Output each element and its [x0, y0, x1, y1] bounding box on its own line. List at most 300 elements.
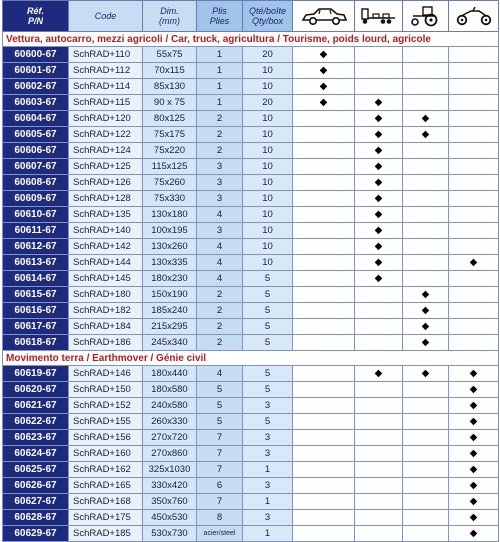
application-car-cell — [293, 255, 355, 271]
applicable-marker: ◆ — [421, 289, 430, 300]
ref-cell: 60606-67 — [3, 143, 69, 159]
application-car-cell — [293, 239, 355, 255]
application-atv-cell — [449, 143, 499, 159]
application-truck-cell — [355, 319, 403, 335]
header-truck — [355, 1, 403, 32]
application-truck-cell — [355, 494, 403, 510]
application-tractor-cell — [403, 111, 449, 127]
code-cell: SchRAD+168 — [69, 494, 143, 510]
application-truck-cell — [355, 239, 403, 255]
application-atv-cell — [449, 287, 499, 303]
ref-cell: 60625-67 — [3, 462, 69, 478]
application-truck-cell — [355, 159, 403, 175]
quantity-cell: 20 — [243, 47, 293, 63]
plies-cell: 4 — [197, 366, 243, 382]
application-truck-cell — [355, 287, 403, 303]
table-row — [3, 478, 499, 494]
table-row — [3, 510, 499, 526]
application-tractor-cell — [403, 63, 449, 79]
plies-cell: 2 — [197, 303, 243, 319]
applicable-marker: ◆ — [469, 512, 478, 523]
application-tractor-cell — [403, 191, 449, 207]
quantity-cell: 3 — [243, 510, 293, 526]
dimension-cell: 90 x 75 — [143, 95, 197, 111]
applicable-marker: ◆ — [374, 161, 383, 172]
application-car-cell — [293, 191, 355, 207]
quantity-cell: 3 — [243, 430, 293, 446]
application-tractor-cell — [403, 127, 449, 143]
application-truck-cell — [355, 111, 403, 127]
plies-cell: 7 — [197, 430, 243, 446]
header-qty — [243, 1, 293, 32]
quantity-cell: 10 — [243, 223, 293, 239]
application-tractor-cell — [403, 303, 449, 319]
dimension-cell: 85x130 — [143, 79, 197, 95]
ref-cell: 60617-67 — [3, 319, 69, 335]
application-truck-cell — [355, 191, 403, 207]
quantity-cell: 5 — [243, 303, 293, 319]
ref-cell: 60613-67 — [3, 255, 69, 271]
application-tractor-cell — [403, 382, 449, 398]
dimension-cell: 180x230 — [143, 271, 197, 287]
code-cell: SchRAD+182 — [69, 303, 143, 319]
application-atv-cell — [449, 175, 499, 191]
truck-icon — [359, 6, 399, 26]
applicable-marker: ◆ — [421, 113, 430, 124]
applicable-marker: ◆ — [374, 241, 383, 252]
plies-cell: 7 — [197, 462, 243, 478]
plies-cell: 2 — [197, 319, 243, 335]
ref-cell: 60621-67 — [3, 398, 69, 414]
code-cell: SchRAD+186 — [69, 335, 143, 351]
quantity-cell: 5 — [243, 319, 293, 335]
plies-cell: 4 — [197, 271, 243, 287]
table-row — [3, 271, 499, 287]
dimension-cell: 185x240 — [143, 303, 197, 319]
application-truck-cell — [355, 63, 403, 79]
application-tractor-cell — [403, 319, 449, 335]
application-atv-cell — [449, 398, 499, 414]
code-cell: SchRAD+112 — [69, 63, 143, 79]
patch-catalog-table — [2, 0, 499, 542]
application-truck-cell — [355, 414, 403, 430]
quantity-cell: 10 — [243, 239, 293, 255]
quantity-cell: 10 — [243, 207, 293, 223]
application-car-cell — [293, 95, 355, 111]
dimension-cell: 180x440 — [143, 366, 197, 382]
application-atv-cell — [449, 446, 499, 462]
ref-cell: 60611-67 — [3, 223, 69, 239]
code-cell: SchRAD+152 — [69, 398, 143, 414]
ref-cell: 60620-67 — [3, 382, 69, 398]
dimension-cell: 55x75 — [143, 47, 197, 63]
application-atv-cell — [449, 191, 499, 207]
ref-cell: 60602-67 — [3, 79, 69, 95]
table-row — [3, 287, 499, 303]
quantity-cell: 10 — [243, 111, 293, 127]
dimension-cell: 80x125 — [143, 111, 197, 127]
table-row — [3, 159, 499, 175]
applicable-marker: ◆ — [374, 273, 383, 284]
ref-cell: 60628-67 — [3, 510, 69, 526]
application-tractor-cell — [403, 79, 449, 95]
code-cell: SchRAD+162 — [69, 462, 143, 478]
application-atv-cell — [449, 382, 499, 398]
table-row — [3, 127, 499, 143]
code-cell: SchRAD+140 — [69, 223, 143, 239]
dimension-cell: 130x180 — [143, 207, 197, 223]
dimension-cell: 325x1030 — [143, 462, 197, 478]
application-car-cell — [293, 478, 355, 494]
quantity-cell: 5 — [243, 382, 293, 398]
section-title: Movimento terra / Earthmover / Génie civil — [3, 351, 499, 366]
atv-icon — [453, 5, 495, 27]
header-ref-label: Réf. P/N — [26, 6, 44, 26]
ref-cell: 60604-67 — [3, 111, 69, 127]
code-cell: SchRAD+114 — [69, 79, 143, 95]
dimension-cell: 130x335 — [143, 255, 197, 271]
application-truck-cell — [355, 127, 403, 143]
section-title: Vettura, autocarro, mezzi agricoli / Car, truck, agricultura / Tourisme, poids lourd, agricole — [3, 32, 499, 47]
application-truck-cell — [355, 223, 403, 239]
applicable-marker: ◆ — [469, 480, 478, 491]
header-ref — [3, 1, 69, 32]
ref-cell: 60626-67 — [3, 478, 69, 494]
table-row — [3, 63, 499, 79]
code-cell: SchRAD+135 — [69, 207, 143, 223]
application-tractor-cell — [403, 159, 449, 175]
code-cell: SchRAD+144 — [69, 255, 143, 271]
plies-cell: 4 — [197, 255, 243, 271]
table-row — [3, 191, 499, 207]
dimension-cell: 115x125 — [143, 159, 197, 175]
application-truck-cell — [355, 47, 403, 63]
dimension-cell: 260x330 — [143, 414, 197, 430]
applicable-marker: ◆ — [319, 49, 328, 60]
quantity-cell: 5 — [243, 271, 293, 287]
plies-cell: 5 — [197, 382, 243, 398]
application-truck-cell — [355, 430, 403, 446]
application-car-cell — [293, 494, 355, 510]
application-tractor-cell — [403, 143, 449, 159]
application-car-cell — [293, 319, 355, 335]
table-row — [3, 494, 499, 510]
code-cell: SchRAD+160 — [69, 446, 143, 462]
plies-cell: 7 — [197, 446, 243, 462]
application-car-cell — [293, 462, 355, 478]
quantity-cell: 3 — [243, 398, 293, 414]
applicable-marker: ◆ — [374, 177, 383, 188]
car-icon — [300, 6, 348, 26]
plies-cell: 7 — [197, 494, 243, 510]
plies-cell: 1 — [197, 95, 243, 111]
application-truck-cell — [355, 382, 403, 398]
quantity-cell: 10 — [243, 255, 293, 271]
ref-cell: 60619-67 — [3, 366, 69, 382]
application-tractor-cell — [403, 430, 449, 446]
header-dim-label: Dim. (mm) — [159, 6, 180, 26]
applicable-marker: ◆ — [319, 81, 328, 92]
applicable-marker: ◆ — [469, 496, 478, 507]
application-atv-cell — [449, 319, 499, 335]
ref-cell: 60605-67 — [3, 127, 69, 143]
application-atv-cell — [449, 494, 499, 510]
application-tractor-cell — [403, 207, 449, 223]
quantity-cell: 10 — [243, 63, 293, 79]
quantity-cell: 10 — [243, 79, 293, 95]
application-car-cell — [293, 175, 355, 191]
application-tractor-cell — [403, 446, 449, 462]
application-atv-cell — [449, 414, 499, 430]
ref-cell: 60601-67 — [3, 63, 69, 79]
dimension-cell: 130x260 — [143, 239, 197, 255]
dimension-cell: 270x720 — [143, 430, 197, 446]
ref-cell: 60623-67 — [3, 430, 69, 446]
applicable-marker: ◆ — [469, 257, 478, 268]
application-truck-cell — [355, 366, 403, 382]
header-atv — [449, 1, 499, 32]
dimension-cell: 70x115 — [143, 63, 197, 79]
dimension-cell: 215x295 — [143, 319, 197, 335]
application-tractor-cell — [403, 287, 449, 303]
quantity-cell: 1 — [243, 494, 293, 510]
application-car-cell — [293, 398, 355, 414]
quantity-cell: 10 — [243, 175, 293, 191]
ref-cell: 60607-67 — [3, 159, 69, 175]
application-car-cell — [293, 382, 355, 398]
ref-cell: 60616-67 — [3, 303, 69, 319]
application-atv-cell — [449, 366, 499, 382]
table-row — [3, 255, 499, 271]
application-car-cell — [293, 223, 355, 239]
application-car-cell — [293, 63, 355, 79]
quantity-cell: 10 — [243, 191, 293, 207]
header-plies-label: Plis Plies — [209, 6, 230, 26]
plies-cell: 3 — [197, 159, 243, 175]
application-truck-cell — [355, 95, 403, 111]
application-tractor-cell — [403, 366, 449, 382]
application-tractor-cell — [403, 47, 449, 63]
table-row — [3, 95, 499, 111]
header-dim — [143, 1, 197, 32]
applicable-marker: ◆ — [319, 97, 328, 108]
application-car-cell — [293, 127, 355, 143]
plies-cell: 1 — [197, 79, 243, 95]
header-row — [3, 1, 499, 32]
code-cell: SchRAD+142 — [69, 239, 143, 255]
applicable-marker: ◆ — [421, 321, 430, 332]
application-tractor-cell — [403, 175, 449, 191]
application-car-cell — [293, 111, 355, 127]
application-tractor-cell — [403, 255, 449, 271]
code-cell: SchRAD+122 — [69, 127, 143, 143]
applicable-marker: ◆ — [469, 400, 478, 411]
ref-cell: 60609-67 — [3, 191, 69, 207]
application-atv-cell — [449, 430, 499, 446]
application-car-cell — [293, 414, 355, 430]
quantity-cell: 3 — [243, 478, 293, 494]
code-cell: SchRAD+185 — [69, 526, 143, 542]
application-atv-cell — [449, 47, 499, 63]
dimension-cell: 330x420 — [143, 478, 197, 494]
dimension-cell: 75x330 — [143, 191, 197, 207]
application-truck-cell — [355, 398, 403, 414]
ref-cell: 60627-67 — [3, 494, 69, 510]
application-car-cell — [293, 79, 355, 95]
code-cell: SchRAD+128 — [69, 191, 143, 207]
table-row — [3, 111, 499, 127]
quantity-cell: 5 — [243, 414, 293, 430]
application-tractor-cell — [403, 271, 449, 287]
application-truck-cell — [355, 510, 403, 526]
dimension-cell: 245x340 — [143, 335, 197, 351]
applicable-marker: ◆ — [469, 416, 478, 427]
table-row — [3, 414, 499, 430]
application-tractor-cell — [403, 223, 449, 239]
dimension-cell: 180x580 — [143, 382, 197, 398]
application-car-cell — [293, 303, 355, 319]
table-row — [3, 319, 499, 335]
code-cell: SchRAD+124 — [69, 143, 143, 159]
application-tractor-cell — [403, 462, 449, 478]
application-tractor-cell — [403, 494, 449, 510]
application-truck-cell — [355, 271, 403, 287]
application-car-cell — [293, 47, 355, 63]
application-tractor-cell — [403, 478, 449, 494]
plies-cell: acier/steel — [197, 526, 243, 542]
application-atv-cell — [449, 510, 499, 526]
dimension-cell: 75x175 — [143, 127, 197, 143]
plies-cell: 3 — [197, 175, 243, 191]
table-row — [3, 143, 499, 159]
table-row — [3, 175, 499, 191]
application-atv-cell — [449, 111, 499, 127]
application-atv-cell — [449, 79, 499, 95]
application-atv-cell — [449, 462, 499, 478]
header-tractor — [403, 1, 449, 32]
applicable-marker: ◆ — [421, 129, 430, 140]
applicable-marker: ◆ — [469, 528, 478, 539]
application-car-cell — [293, 271, 355, 287]
plies-cell: 3 — [197, 223, 243, 239]
applicable-marker: ◆ — [374, 145, 383, 156]
application-truck-cell — [355, 335, 403, 351]
ref-cell: 60612-67 — [3, 239, 69, 255]
applicable-marker: ◆ — [374, 129, 383, 140]
application-tractor-cell — [403, 335, 449, 351]
application-truck-cell — [355, 143, 403, 159]
quantity-cell: 5 — [243, 287, 293, 303]
ref-cell: 60622-67 — [3, 414, 69, 430]
quantity-cell: 5 — [243, 366, 293, 382]
application-truck-cell — [355, 79, 403, 95]
dimension-cell: 270x860 — [143, 446, 197, 462]
table-row — [3, 462, 499, 478]
header-plies — [197, 1, 243, 32]
application-atv-cell — [449, 335, 499, 351]
ref-cell: 60610-67 — [3, 207, 69, 223]
application-car-cell — [293, 287, 355, 303]
applicable-marker: ◆ — [421, 368, 430, 379]
dimension-cell: 150x190 — [143, 287, 197, 303]
application-truck-cell — [355, 303, 403, 319]
ref-cell: 60615-67 — [3, 287, 69, 303]
application-truck-cell — [355, 478, 403, 494]
application-atv-cell — [449, 95, 499, 111]
application-tractor-cell — [403, 414, 449, 430]
application-truck-cell — [355, 446, 403, 462]
application-car-cell — [293, 143, 355, 159]
catalog-body — [3, 32, 499, 542]
ref-cell: 60629-67 — [3, 526, 69, 542]
application-car-cell — [293, 430, 355, 446]
code-cell: SchRAD+145 — [69, 271, 143, 287]
code-cell: SchRAD+110 — [69, 47, 143, 63]
application-atv-cell — [449, 478, 499, 494]
table-row — [3, 207, 499, 223]
applicable-marker: ◆ — [374, 193, 383, 204]
plies-cell: 5 — [197, 414, 243, 430]
applicable-marker: ◆ — [469, 368, 478, 379]
code-cell: SchRAD+184 — [69, 319, 143, 335]
plies-cell: 3 — [197, 191, 243, 207]
dimension-cell: 100x195 — [143, 223, 197, 239]
applicable-marker: ◆ — [374, 113, 383, 124]
applicable-marker: ◆ — [469, 384, 478, 395]
plies-cell: 2 — [197, 143, 243, 159]
header-code-label: Code — [94, 11, 117, 21]
table-row — [3, 398, 499, 414]
quantity-cell: 10 — [243, 143, 293, 159]
application-car-cell — [293, 446, 355, 462]
application-atv-cell — [449, 63, 499, 79]
applicable-marker: ◆ — [319, 65, 328, 76]
plies-cell: 5 — [197, 398, 243, 414]
applicable-marker: ◆ — [374, 97, 383, 108]
application-truck-cell — [355, 462, 403, 478]
plies-cell: 2 — [197, 127, 243, 143]
application-atv-cell — [449, 271, 499, 287]
header-qty-label: Qté/boîte Qty/box — [248, 6, 287, 26]
application-car-cell — [293, 366, 355, 382]
quantity-cell: 5 — [243, 335, 293, 351]
applicable-marker: ◆ — [374, 257, 383, 268]
section-header-row — [3, 32, 499, 47]
application-car-cell — [293, 510, 355, 526]
plies-cell: 6 — [197, 478, 243, 494]
dimension-cell: 450x530 — [143, 510, 197, 526]
application-tractor-cell — [403, 239, 449, 255]
quantity-cell: 1 — [243, 462, 293, 478]
application-truck-cell — [355, 207, 403, 223]
application-truck-cell — [355, 255, 403, 271]
dimension-cell: 75x220 — [143, 143, 197, 159]
code-cell: SchRAD+165 — [69, 478, 143, 494]
table-row — [3, 430, 499, 446]
plies-cell: 4 — [197, 207, 243, 223]
quantity-cell: 10 — [243, 159, 293, 175]
table-row — [3, 446, 499, 462]
application-car-cell — [293, 159, 355, 175]
applicable-marker: ◆ — [374, 225, 383, 236]
dimension-cell: 350x760 — [143, 494, 197, 510]
dimension-cell: 240x580 — [143, 398, 197, 414]
application-atv-cell — [449, 127, 499, 143]
application-tractor-cell — [403, 95, 449, 111]
applicable-marker: ◆ — [374, 368, 383, 379]
table-row — [3, 47, 499, 63]
ref-cell: 60618-67 — [3, 335, 69, 351]
